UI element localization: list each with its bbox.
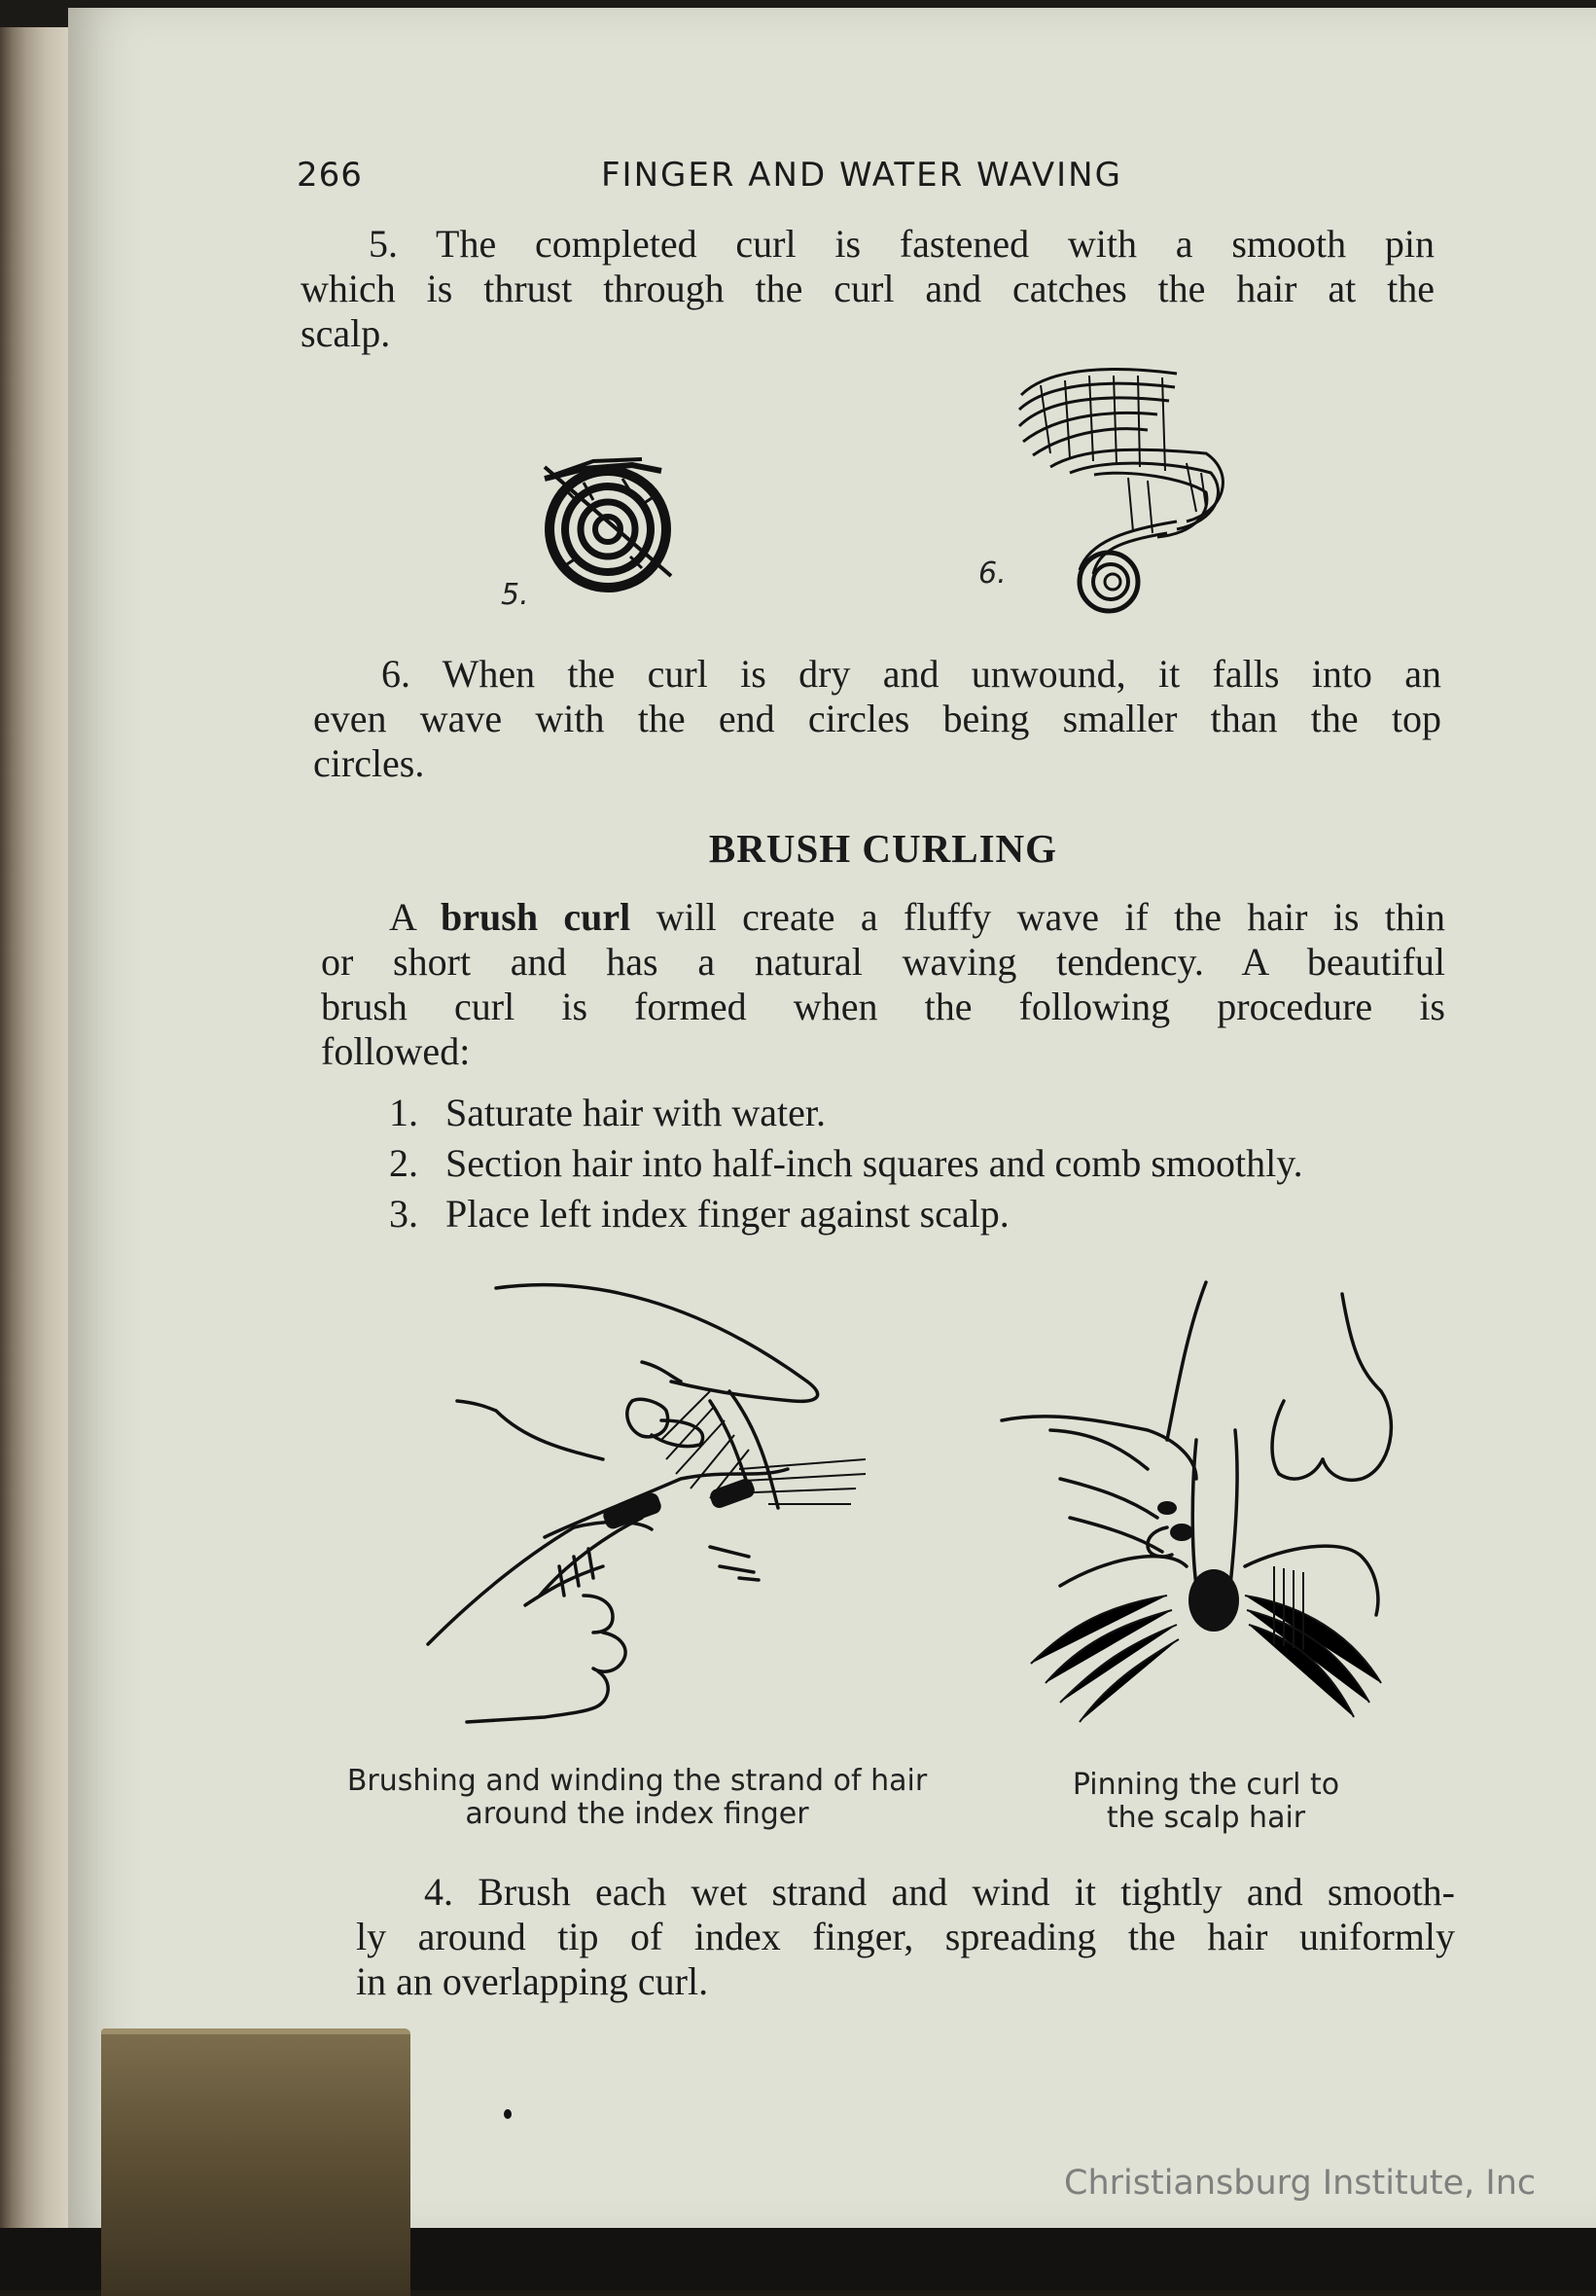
paragraph-brush-curl [321, 895, 1445, 1074]
figure-unwound-wave [1011, 366, 1235, 619]
list-item [389, 1088, 1459, 1138]
figure-label-5: 5. [501, 578, 529, 612]
illustration-brushing-hand [418, 1274, 885, 1751]
caption-line: the scalp hair [1106, 1801, 1306, 1835]
list-text: Place left index finger against scalp. [445, 1192, 1010, 1236]
bold-term: brush curl [441, 895, 631, 939]
book-clip [101, 2028, 410, 2296]
text-line: or short and has a natural waving tendency. A beautiful [321, 940, 1445, 984]
text-line [321, 895, 1445, 940]
text-run: will create a fluffy wave if the hair is thin [630, 895, 1445, 939]
page-number: 266 [297, 156, 363, 195]
figure-pinned-curl [525, 449, 691, 595]
paragraph-step-4 [356, 1870, 1455, 2004]
illustration-pinning-hand [992, 1274, 1410, 1751]
text-line: which is thrust through the curl and catches the hair at the [301, 267, 1435, 310]
list-number: 3. [389, 1192, 418, 1236]
list-number: 1. [389, 1091, 418, 1134]
text-line: scalp. [301, 311, 391, 355]
list-number: 2. [389, 1141, 418, 1185]
caption-line: Brushing and winding the strand of hair [346, 1764, 928, 1798]
procedure-list [389, 1088, 1459, 1239]
running-head: FINGER AND WATER WAVING [601, 156, 1122, 195]
paragraph-step-6 [313, 652, 1441, 786]
list-text: Section hair into half-inch squares and comb smoothly. [445, 1141, 1303, 1185]
text-run: A [389, 895, 441, 939]
caption-line: Pinning the curl to [1072, 1768, 1340, 1802]
figure-label-6: 6. [978, 556, 1007, 591]
paragraph-step-5 [301, 222, 1435, 356]
caption-pinning [1031, 1769, 1381, 1835]
list-item [389, 1138, 1459, 1189]
watermark: Christiansburg Institute, Inc [1064, 2164, 1537, 2203]
text-line: even wave with the end circles being smaller than the top [313, 697, 1441, 740]
caption-line: around the index finger [465, 1797, 809, 1831]
section-heading: BRUSH CURLING [708, 826, 1058, 871]
text-line: in an overlapping curl. [356, 1959, 709, 2003]
ink-speck [504, 2109, 512, 2119]
list-item [389, 1189, 1459, 1239]
list-text: Saturate hair with water. [445, 1091, 826, 1134]
text-line: ly around tip of index finger, spreading the hair uniformly [356, 1915, 1455, 1958]
text-line: followed: [321, 1029, 471, 1073]
text-line: circles. [313, 741, 425, 785]
caption-brushing [321, 1765, 953, 1831]
text-line: 5. The completed curl is fastened with a smooth pin [369, 222, 1435, 266]
text-line: brush curl is formed when the following procedure is [321, 985, 1445, 1028]
text-line: 4. Brush each wet strand and wind it tightly and smooth- [424, 1870, 1455, 1914]
text-line: 6. When the curl is dry and unwound, it falls into an [381, 652, 1441, 696]
